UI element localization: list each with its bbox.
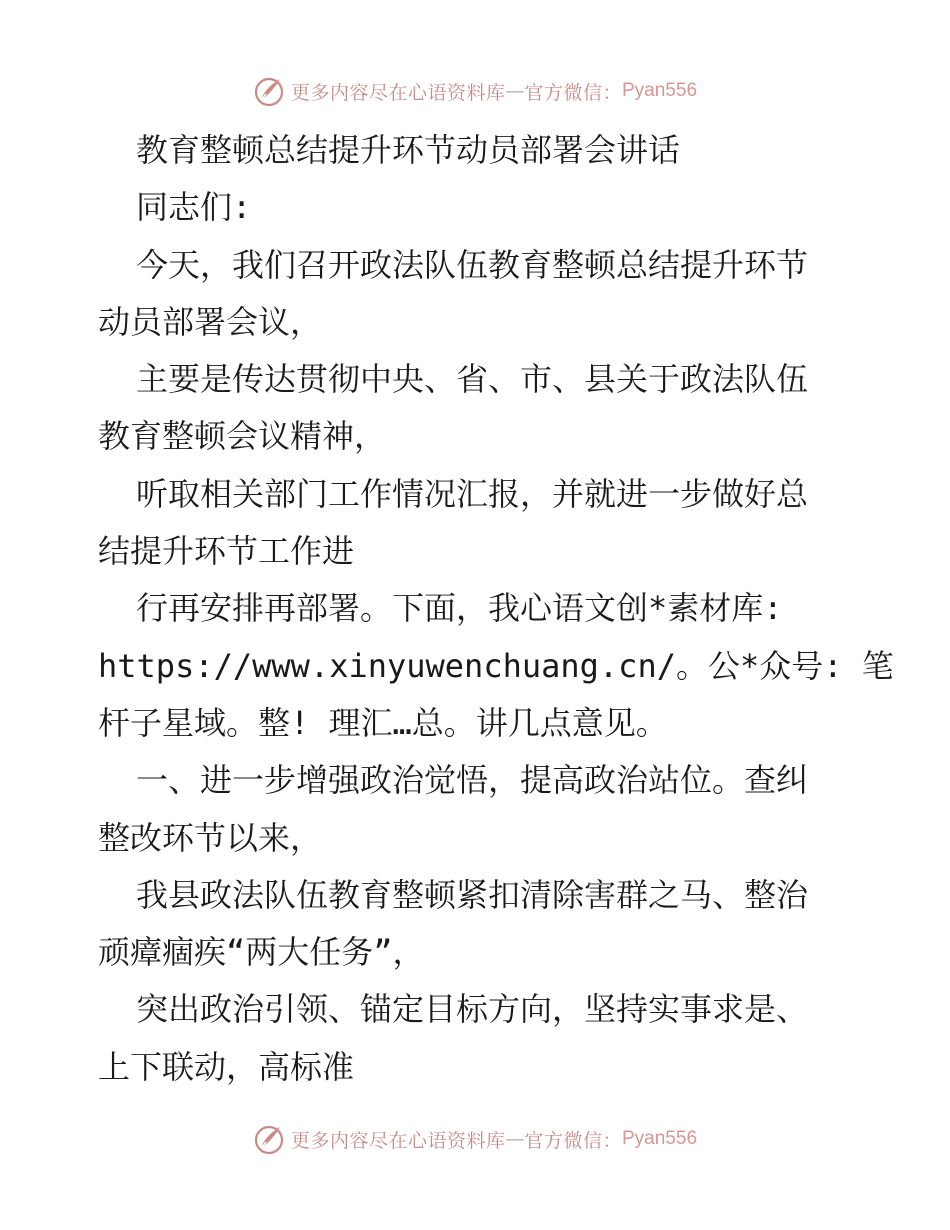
text-line: 上下联动，高标准 <box>98 1047 355 1086</box>
text-line: 教育整顿总结提升环节动员部署会讲话 <box>136 131 681 169</box>
watermark-wechat-label: 官方微信： <box>524 1129 622 1152</box>
text-line: 一、进一步增强政治觉悟，提高政治站位。查纠 <box>136 761 809 800</box>
text-line: 我县政法队伍教育整顿紧扣清除害群之马、整治 <box>136 875 809 914</box>
text-line: 行再安排再部署。下面，我心语文创*素材库: <box>136 589 783 628</box>
watermark-separator: — <box>505 80 525 102</box>
footer-watermark <box>0 1119 950 1159</box>
quill-logo-icon <box>253 1123 285 1155</box>
quill-logo-icon <box>253 75 285 107</box>
text-line: 教育整顿会议精神， <box>98 417 387 456</box>
watermark-account: Pyan556 <box>622 80 698 101</box>
watermark-slogan: 更多内容尽在心语资料库 <box>290 1129 506 1152</box>
text-line: 听取相关部门工作情况汇报，并就进一步做好总 <box>136 474 809 513</box>
text-line: 杆子星域。整! 理汇…总。讲几点意见。 <box>98 703 668 742</box>
text-line: 结提升环节工作进 <box>98 532 355 571</box>
text-line: 整改环节以来， <box>98 818 323 857</box>
watermark-slogan: 更多内容尽在心语资料库 <box>290 81 506 104</box>
watermark-separator: — <box>505 1128 525 1150</box>
text-line: 同志们: <box>136 188 252 227</box>
watermark-wechat-label: 官方微信： <box>524 81 622 104</box>
text-line: https://www.xinyuwenchuang.cn/。公*众号: 笔 <box>98 646 894 685</box>
text-line: 动员部署会议， <box>98 302 323 341</box>
text-line: 主要是传达贯彻中央、省、市、县关于政法队伍 <box>136 360 809 399</box>
watermark-account: Pyan556 <box>622 1128 698 1149</box>
text-line: 突出政治引领、锚定目标方向，坚持实事求是、 <box>136 990 809 1029</box>
header-watermark <box>0 71 950 111</box>
text-line: 顽瘴痼疾“两大任务”， <box>98 933 425 972</box>
text-line: 今天，我们召开政法队伍教育整顿总结提升环节 <box>136 245 809 284</box>
document-body <box>98 122 894 1096</box>
